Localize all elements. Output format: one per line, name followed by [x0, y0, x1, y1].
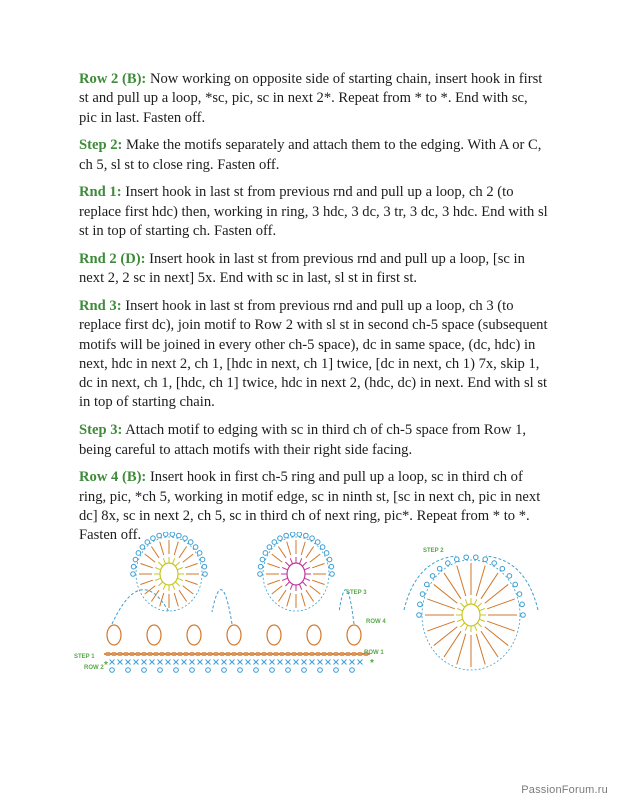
instruction-heading: Rnd 3:	[79, 297, 122, 314]
instruction-body: Insert hook in last st from previous rnd and pull up a loop, ch 3 (to replace first dc), join motif to Row 2 with sl st in second ch-5 space (subsequent motifs will be joined in every other ch-5 space), dc in same space, (dc, hdc) in next, hdc in next 2, ch 1, [hdc in next, ch 1] twice, [dc in next, ch 1) 7x, skip 1, dc in next, ch 1, [hdc, ch 1] twice, hdc in next 2, (hdc, dc) in next. End with sl st in top of starting chain.	[79, 297, 548, 411]
label-step-3: STEP 3	[346, 590, 367, 596]
instruction-rnd-2	[79, 250, 549, 289]
label-row-4: ROW 4	[366, 619, 386, 625]
instructions-text	[79, 70, 549, 554]
instruction-heading: Rnd 2 (D):	[79, 250, 146, 267]
instruction-heading: Rnd 1:	[79, 184, 122, 201]
instruction-step-3	[79, 421, 549, 460]
row4-arches	[112, 590, 354, 624]
label-row-2: ROW 2	[84, 665, 104, 671]
label-step-2: STEP 2	[423, 548, 444, 554]
instruction-heading: Row 2 (B):	[79, 71, 147, 87]
instruction-heading: Step 3:	[79, 422, 123, 439]
instruction-row-2	[79, 70, 549, 128]
motif-middle	[258, 532, 335, 611]
label-asterisk-right: *	[370, 658, 374, 669]
label-row-1: ROW 1	[364, 650, 384, 656]
watermark: PassionForum.ru	[521, 784, 608, 796]
motif-detail	[404, 555, 538, 670]
instruction-body: Insert hook in last st from previous rnd and pull up a loop, [sc in next 2, 2 sc in next] 5x. End with sc in last, sl st in first st.	[79, 250, 525, 287]
instruction-body: Attach motif to edging with sc in third ch of ch-5 space from Row 1, being careful to attach motifs with their right side facing.	[79, 422, 527, 458]
motif-left	[131, 532, 208, 611]
instruction-body: Insert hook in first ch-5 ring and pull up a loop, sc in third ch of ring, pic, *ch 5, working in motif edge, sc in ninth st, [sc in next ch, pic in next dc] 8x, sc in next 2, ch 5, sc in third ch of next ring, pic*. Repeat from * to *. Fasten off.	[79, 469, 541, 544]
instruction-body: Now working on opposite side of starting chain, insert hook in first st and pull up a loop, *sc, pic, sc in next 2*. Repeat from * to *. End with sc, pic in last. Fasten off.	[79, 71, 543, 126]
label-step-1: STEP 1	[74, 654, 95, 660]
instruction-body: Insert hook in last st from previous rnd and pull up a loop, ch 2 (to replace first hdc) then, working in ring, 3 hdc, 3 dc, 3 tr, 3 dc, 3 hdc. End with sl st in top of starting ch. Fasten off.	[79, 184, 548, 240]
instruction-rnd-1	[79, 183, 549, 241]
instruction-body: Make the motifs separately and attach them to the edging. With A or C, ch 5, sl st to close ring. Fasten off.	[79, 137, 542, 173]
instruction-heading: Row 4 (B):	[79, 469, 147, 486]
label-asterisk-left: *	[104, 660, 108, 671]
step1-row1-chain	[104, 625, 370, 672]
instruction-step-2	[79, 136, 549, 175]
edging-chart	[74, 532, 390, 692]
instruction-rnd-3	[79, 297, 549, 413]
instruction-heading: Step 2:	[79, 137, 123, 154]
motif-chart	[396, 540, 546, 690]
